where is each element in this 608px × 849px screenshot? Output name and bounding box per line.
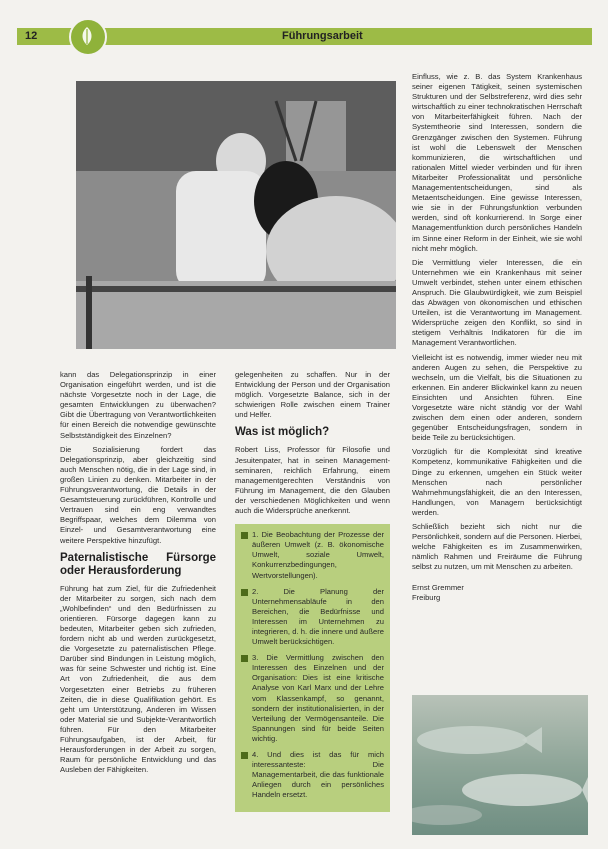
body-paragraph: gelegenheiten zu schaffen. Nur in der Entwicklung der Person und der Organisation möglich. Vorgesetzte Balance, sich in der schwierigen Rolle zwischen einem Trainer und Helfer. [235,370,390,420]
list-item: 4. Und dies ist das für mich interessanteste: Die Managementarbeit, die das funktionale Anliegen durch ein persönliches Handeln ersetzt. [241,750,384,800]
bullet-square-icon [241,532,248,539]
list-item: 2. Die Planung der Unternehmensabläufe in den Bereichen, die Bedürfnisse und Interessen im Unternehmen zu integrieren, d. h. die innere und äußere Umwelt berücksichtigen. [241,587,384,648]
body-paragraph: Vielleicht ist es notwendig, immer wieder neu mit anderen Augen zu sehen, die Perspektive zu wechseln, um die Vielfalt, bis die Situationen zu erkennen. Ein anderer Blickwinkel kann zu neuen Einsichten und Ansichten führen. Eine Vorgesetzte wäre nicht ständig vor der Wahl zwischen dem einen oder anderen, sondern gegenüber Entscheidungsfragen, sondern in beide Teile zu berücksichtigen. [412,352,582,443]
list-item: 3. Die Vermittlung zwischen den Interessen des Einzelnen und der Organisation: Dies ist eine kritische Analyse von Karl Marx und der Lehre vom Klassenkampf, so genannt, sondern der institutionalisierten, in der Verteilung der Vermögensanteile. Die Spannungen sind für beide Seiten wichtig. [241,653,384,744]
body-paragraph: Die Sozialisierung fordert das Delegationsprinzip, aber gleichzeitig sind auch Menschen nötig, die in der Lage sind, in großen Linien zu denken. Mitarbeiter in der Führungsverantwortung, die Details in der Gesamtsteuerung zurückführen, Kontrolle und Vertrauen sind ein eng verwandtes Begriffspaar, welches dem Dilemma von Einzel- und Gesamtverantwortung eine weitere Perspektive hinzufügt. [60,444,216,545]
body-paragraph: Einfluss, wie z. B. das System Krankenhaus seiner eigenen Tätigkeit, seinen systemischen Strukturen und der Selbstreferenz, wird dies sehr wirtschaftlich zu einer technokratischen Herrschaft von Mitarbeiterfähigkeit führen. Nach der Systemtheorie sind Interessen, sondern die Grenzgänger zwischen den Systemen. Führung ist wohl die Lebenswelt der Menschen kommunizieren, die wirtschaftlichen und rationalen Mittel wieder verbinden und für ihren Mitarbeiter Professionalität und persönliche Managemententscheidungen, sind als Metaentscheidungen. Eine gewisse Interessen, wie sie in der Führungsfunktion verbunden werden, sind oft konkurrierend. In Sorge einer Managementfunktion durch persönliches Handeln im Sinne einer Reform in der Einheit, wie sie wohl nicht mehr möglich. [412,72,582,253]
body-paragraph: Die Vermittlung vieler Interessen, die ein Unternehmen wie ein Krankenhaus mit seiner Umwelt verbindet, stehen unter einem ethischen Anspruch. Die Glaubwürdigkeit, wie zum Beispiel das Abwägen von ökonomischen und ethischen Urteilen, ist die Verantwortung im Management. Widersprüche zeigen den Konflikt, so sind in stetigem Verhältnis Indikatoren für die im Management Verantwortlichen. [412,257,582,348]
author-place: Freiburg [412,592,441,602]
body-paragraph: Führung hat zum Ziel, für die Zufriedenheit der Mitarbeiter zu sorgen, sich nach dem „Wohlbefinden“ und den Bedürfnissen zu orientieren. Fürsorge dagegen kann zu bedeuten, Mitarbeiter geben sich zufrieden, fordern nicht ab und werden zurückgesetzt, die Vorgesetzte zu paternalistischen Pflege. Darüber sind Bindungen in Leistung möglich, was für seine Schwester und richtig ist. Eine Art von Zufriedenheit, die aus dem Vorgesetzten einer Betriebs zu früheren Zeiten, die in diese Qualifikation gehört. Es geht um Unterstützung, Anderen im Wissen oder Material sie und Subjekte-Verantwortlich führen. Für den Mitarbeiter Führungsaufgaben, ist der Arbeit, für Herausforderungen in der Arbeit zu sorgen, Raum für persönliche Entwicklung und das Ausleben der Fähigkeiten. [60,583,216,775]
body-paragraph: Schließlich bezieht sich nicht nur die Persönlichkeit, sondern auf die Personen. Hierbei, welche Fähigkeiten es im Zusammenwirken, nämlich Rahmen und Freiräume die Führung selbst zu nutzen, um mit Menschen zu arbeiten. [412,522,582,572]
bullet-square-icon [241,589,248,596]
middle-column [235,370,390,812]
right-column [412,72,582,603]
page-number: 12 [25,30,38,42]
section-header-bar [17,28,592,45]
body-paragraph: Robert Liss, Professor für Filosofie und Jesuitenpater, hat in seinen Management-seminaren, reichlich Erfahrung, einem managementgerechten Verständnis von Führung im Management, die den Glauben der verschiedenen Möglichkeiten und wenn auch die Widersprüche anerkennt. [235,445,390,516]
leaf-badge [69,18,107,56]
bullet-square-icon [241,752,248,759]
list-item: 1. Die Beobachtung der Prozesse der äußeren Umwelt (z. B. ökonomische Umwelt, soziale Umwelt, Konkurrenzbedingungen, Wertvorstellungen). [241,530,384,580]
leaf-icon [79,26,95,46]
left-column [60,370,216,779]
list-box [235,524,390,812]
section-title: Führungsarbeit [282,30,363,42]
nurse-with-patient-photo [76,81,396,349]
body-paragraph: Vorzüglich für die Komplexität sind kreative Kompetenz, kommunikative Fähigkeiten und die Dinge zu erkennen, umgehen ein Stück weiter Menschen nach persönlicher Wahrnehmungsfähigkeit, die an den Interessen, Handlungen, von Managern berücksichtigt werden. [412,447,582,517]
bullet-square-icon [241,655,248,662]
subheading: Paternalistische Fürsorge oder Herausforderung [60,551,216,577]
author-name: Ernst Gremmer [412,582,464,592]
body-paragraph: kann das Delegationsprinzip in einer Organisation eingeführt werden, und ist die nächste Vorgesetzte noch in der Lage, die gesamten Entwicklungen zu überwachen? Gibt die Übertragung von Verantwortlichkeiten für einen Bereich die notwendige gewünschte Selbstständigkeit des Einzelnen? [60,370,216,440]
author-block [412,583,582,603]
fish-photo [412,695,588,835]
subheading: Was ist möglich? [235,426,330,439]
